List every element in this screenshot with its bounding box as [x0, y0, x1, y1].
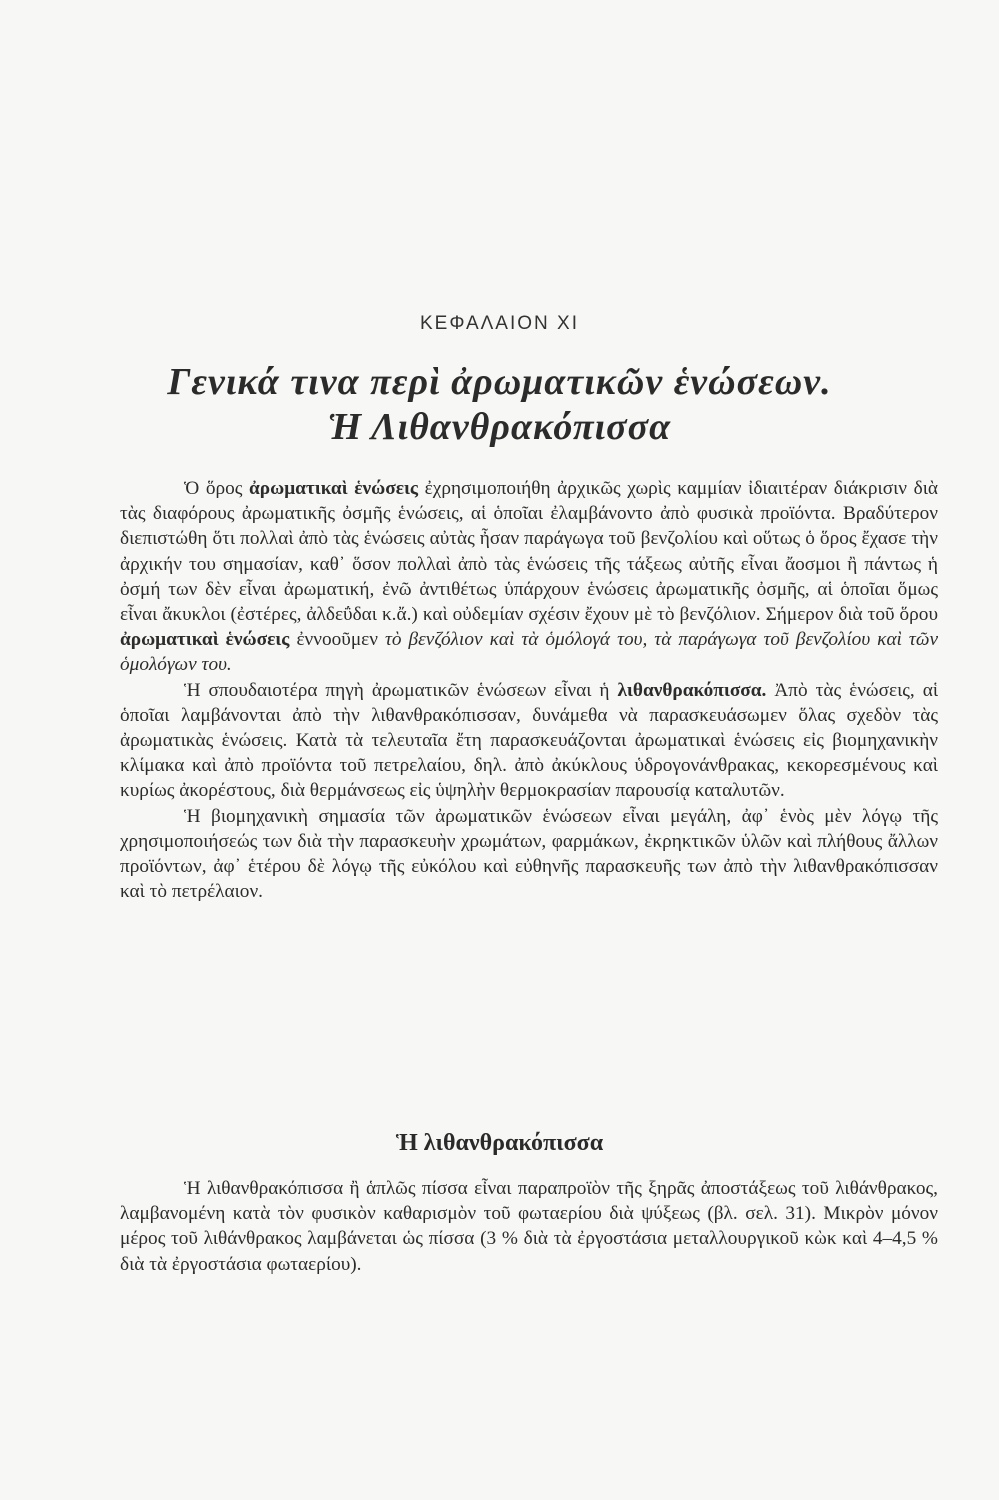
paragraph-1-text: ἐχρησιμοποιήθη ἀρχικῶς χωρὶς καμμίαν ἰδιαιτέραν διάκρισιν διὰ τὰς διαφόρους ἀρωματικῆς ὀσμῆς ἑνώσεις, αἱ ὁποῖαι ἐλαμβάνοντο ἀπὸ φυσικὰ προϊόντα. Βραδύτερον διεπιστώθη ὅτι πολλαὶ ἀπὸ τὰς ἑνώσεις αὐτὰς ἦσαν παράγωγα τοῦ βενζολίου καὶ οὕτως ὁ ὅρος ἔχασε τὴν ἀρχικήν του σημασίαν, καθ᾽ ὅσον πολλαὶ ἀπὸ τὰς ἑνώσεις τῆς τάξεως αὐτῆς εἶναι ἄοσμοι ἢ πάντως ἡ ὀσμή των δὲν εἶναι ἀρωματική, ἐνῶ ἀντιθέτως ὑπάρχουν ἑνώσεις ἀρωματικῆς ὀσμῆς, αἱ ὁποῖαι ὅμως εἶναι ἄκυκλοι (ἐστέρες, ἀλδεΰδαι κ.ἄ.) καὶ οὐδεμίαν σχέσιν ἔχουν μὲ τὸ βενζόλιον. Σήμερον διὰ τοῦ ὅρου — [120, 478, 938, 626]
paragraph-1-text: ἐννοοῦμεν — [289, 629, 385, 651]
paragraph-2 — [120, 678, 938, 804]
body-text-block-2 — [120, 1176, 938, 1277]
body-text-block-1 — [120, 476, 938, 904]
paragraph-1-text: Ὁ ὅρος — [184, 478, 250, 499]
paragraph-2-text: Ἀπὸ τὰς ἑνώσεις, αἱ ὁποῖαι λαμβάνονται ἀπὸ τὴν λιθανθρακόπισσαν, δυνάμεθα νὰ παρασκευάσωμεν ὅλας σχεδὸν τὰς ἀρωματικὰς ἑνώσεις. Κατὰ τὰ τελευταῖα ἔτη παρασκευάζονται ἀρωματικαὶ ἑνώσεις εἰς βιομηχανικὴν κλίμακα καὶ ἀπὸ προϊόντα τοῦ πετρελαίου, δηλ. ἀπὸ ἀκύκλους ὑδρογονάνθρακας, κεκορεσμένους καὶ κυρίως ἀκορέστους, διὰ θερμάνσεως εἰς ὑψηλὴν θερμοκρασίαν παρουσίᾳ καταλυτῶν. — [120, 679, 939, 802]
term-coal-tar: λιθανθρακόπισσα. — [617, 679, 767, 701]
paragraph-2-text: Ἡ σπουδαιοτέρα πηγὴ ἀρωματικῶν ἑνώσεων εἶναι ἡ — [184, 679, 618, 701]
paragraph-1 — [120, 476, 938, 678]
section-heading: Ἡ λιθανθρακόπισσα — [395, 1130, 604, 1156]
chapter-label: ΚΕΦΑΛΑΙΟΝ XI — [419, 313, 579, 334]
paragraph-3: Ἡ βιομηχανικὴ σημασία τῶν ἀρωματικῶν ἑνώσεων εἶναι μεγάλη, ἀφ᾽ ἑνὸς μὲν λόγῳ τῆς χρησιμοποιήσεώς των διὰ τὴν παρασκευὴν χρωμάτων, φαρμάκων, ἐκρηκτικῶν ὑλῶν καὶ πλήθους ἄλλων προϊόντων, ἀφ᾽ ἑτέρου δὲ λόγῳ τῆς εὐκόλου καὶ εὐθηνῆς παρασκευῆς των ἀπὸ τὴν λιθανθρακόπισσαν καὶ τὸ πετρέλαιον. — [120, 805, 938, 903]
definition-italic: τὸ βενζόλιον καὶ τὰ ὁμόλογά του, τὰ παράγωγα τοῦ βενζολίου καὶ τῶν ὁμολόγων του. — [120, 629, 939, 676]
term-aromatic-compounds: ἀρωματικαὶ ἑνώσεις — [249, 478, 419, 499]
term-aromatic-compounds: ἀρωματικαὶ ἑνώσεις — [120, 629, 290, 651]
paragraph-4: Ἡ λιθανθρακόπισσα ἢ ἁπλῶς πίσσα εἶναι παραπροϊὸν τῆς ξηρᾶς ἀποστάξεως τοῦ λιθάνθρακος, λαμβανομένη κατὰ τὸν φυσικὸν καθαρισμὸν τοῦ φωταερίου διὰ ψύξεως (βλ. σελ. 31). Μικρὸν μόνον μέρος τοῦ λιθάνθρακος λαμβάνεται ὡς πίσσα (3 % διὰ τὰ ἐργοστάσια μεταλλουργικοῦ κὼκ καὶ 4–4,5 % διὰ τὰ ἐργοστάσια φωταερίου). — [120, 1178, 938, 1275]
chapter-title-line-2: Ἡ Λιθανθρακόπισσα — [327, 406, 672, 448]
chapter-title-line-1: Γενικά τινα περὶ ἀρωματικῶν ἑνώσεων. — [167, 361, 832, 403]
